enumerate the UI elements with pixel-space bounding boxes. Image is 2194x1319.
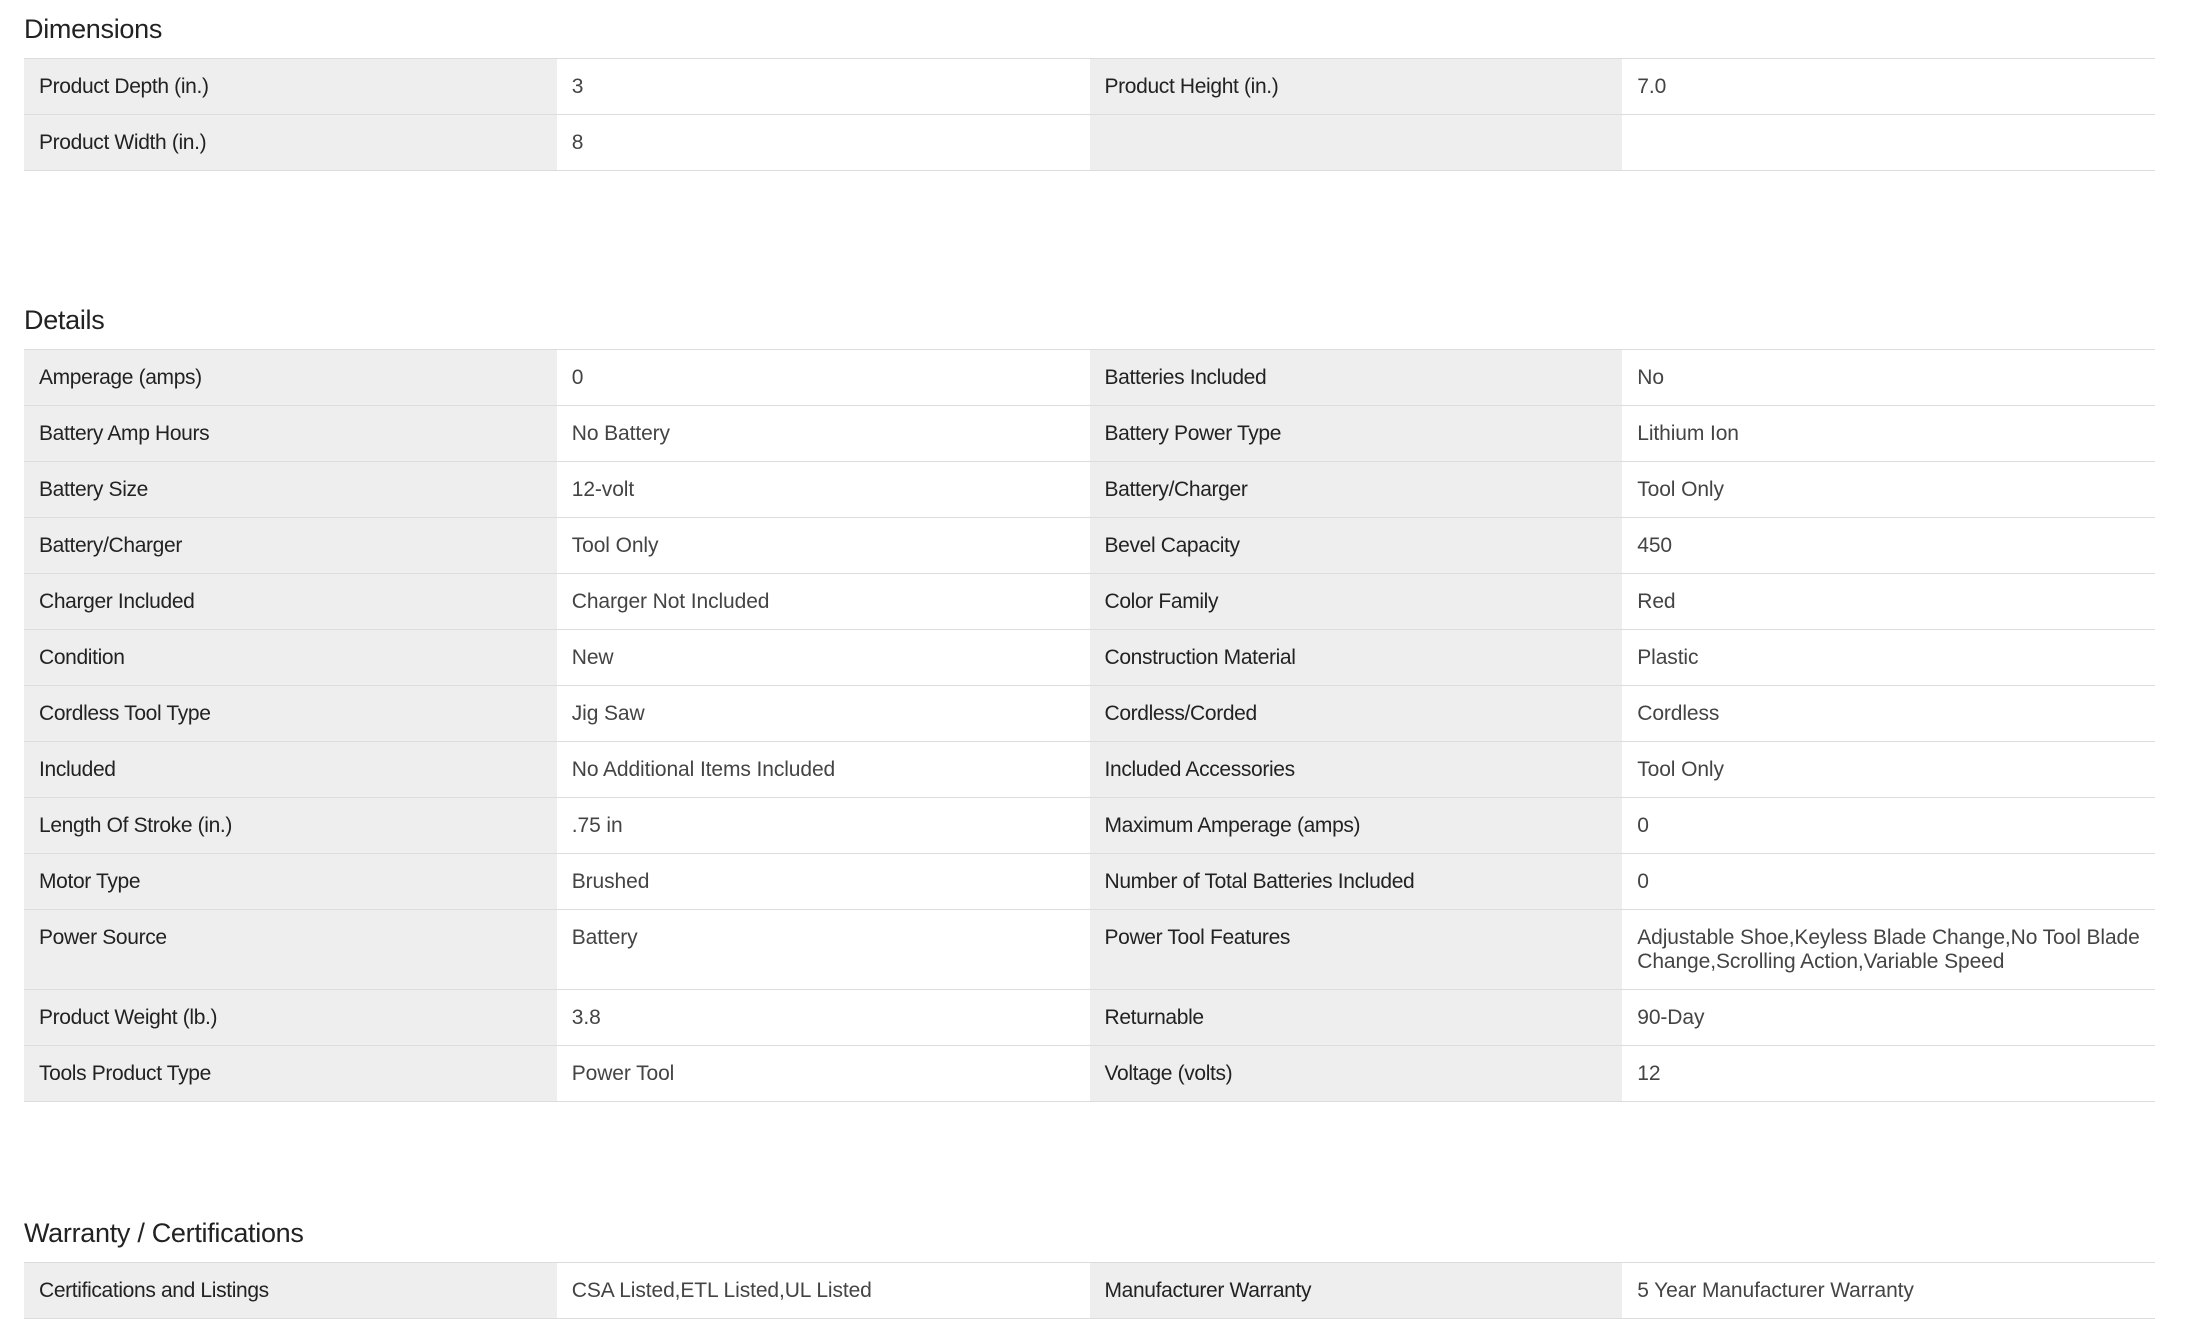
spec-value: New: [557, 630, 1090, 685]
spec-label: Motor Type: [24, 854, 557, 909]
table-row: [24, 1046, 2155, 1102]
spec-label: Amperage (amps): [24, 350, 557, 405]
spec-label: Battery/Charger: [1090, 462, 1623, 517]
table-row: [24, 115, 2155, 171]
spec-label: Battery/Charger: [24, 518, 557, 573]
spec-value: 450: [1622, 518, 2155, 573]
table-row: [24, 686, 2155, 742]
spec-value: No Battery: [557, 406, 1090, 461]
spec-label: Cordless Tool Type: [24, 686, 557, 741]
spec-label: Charger Included: [24, 574, 557, 629]
spec-label: Color Family: [1090, 574, 1623, 629]
spec-label: Condition: [24, 630, 557, 685]
spec-value: No Additional Items Included: [557, 742, 1090, 797]
table-row: [24, 1263, 2155, 1319]
spec-label: Batteries Included: [1090, 350, 1623, 405]
spec-value: Tool Only: [557, 518, 1090, 573]
spec-value: No: [1622, 350, 2155, 405]
table-row: [24, 350, 2155, 406]
spec-value: 0: [1622, 854, 2155, 909]
warranty-table: [24, 1262, 2155, 1319]
table-row: [24, 742, 2155, 798]
spec-value: 0: [557, 350, 1090, 405]
spec-label: Battery Size: [24, 462, 557, 517]
spec-label: Number of Total Batteries Included: [1090, 854, 1623, 909]
spec-value: Cordless: [1622, 686, 2155, 741]
spec-label: Included: [24, 742, 557, 797]
spec-value: Power Tool: [557, 1046, 1090, 1101]
table-row: [24, 630, 2155, 686]
table-row: [24, 518, 2155, 574]
table-row: [24, 910, 2155, 990]
spec-value: 8: [557, 115, 1090, 170]
table-row: [24, 574, 2155, 630]
spec-label: Tools Product Type: [24, 1046, 557, 1101]
spec-label: Construction Material: [1090, 630, 1623, 685]
spec-label: Product Height (in.): [1090, 59, 1623, 114]
spec-label: Voltage (volts): [1090, 1046, 1623, 1101]
table-row: [24, 990, 2155, 1046]
spec-value: Tool Only: [1622, 462, 2155, 517]
dimensions-table: [24, 58, 2155, 171]
spec-value: 7.0: [1622, 59, 2155, 114]
spec-value: Tool Only: [1622, 742, 2155, 797]
spec-value: 12-volt: [557, 462, 1090, 517]
spec-value: Lithium Ion: [1622, 406, 2155, 461]
spec-value: CSA Listed,ETL Listed,UL Listed: [557, 1263, 1090, 1318]
spec-label: Power Source: [24, 910, 557, 989]
section-title-details: Details: [24, 305, 105, 335]
spec-value: 3: [557, 59, 1090, 114]
spec-label: Maximum Amperage (amps): [1090, 798, 1623, 853]
spec-label: Cordless/Corded: [1090, 686, 1623, 741]
spec-value: 3.8: [557, 990, 1090, 1045]
spec-label: Manufacturer Warranty: [1090, 1263, 1623, 1318]
section-spacer: [24, 171, 2155, 291]
spec-label: Certifications and Listings: [24, 1263, 557, 1318]
details-table: [24, 349, 2155, 1102]
table-row: [24, 798, 2155, 854]
spec-value: 12: [1622, 1046, 2155, 1101]
spec-value: Red: [1622, 574, 2155, 629]
spec-label: Power Tool Features: [1090, 910, 1623, 989]
section-title-dimensions: Dimensions: [24, 14, 163, 44]
spec-value: Plastic: [1622, 630, 2155, 685]
table-row: [24, 462, 2155, 518]
spec-value: 0: [1622, 798, 2155, 853]
spec-value: Adjustable Shoe,Keyless Blade Change,No Tool Blade Change,Scrolling Action,Variable Speed: [1622, 910, 2155, 989]
spec-label: Product Depth (in.): [24, 59, 557, 114]
spec-label: Returnable: [1090, 990, 1623, 1045]
spec-value: Charger Not Included: [557, 574, 1090, 629]
spec-label: Included Accessories: [1090, 742, 1623, 797]
spec-value: Jig Saw: [557, 686, 1090, 741]
spec-label: Product Width (in.): [24, 115, 557, 170]
spec-value: Brushed: [557, 854, 1090, 909]
table-row: [24, 854, 2155, 910]
specifications-panel: [24, 0, 2155, 1319]
spec-value: [1622, 115, 2155, 170]
spec-label: [1090, 115, 1623, 170]
spec-label: Bevel Capacity: [1090, 518, 1623, 573]
spec-label: Battery Power Type: [1090, 406, 1623, 461]
section-title-warranty: Warranty / Certifications: [24, 1218, 304, 1248]
spec-value: .75 in: [557, 798, 1090, 853]
table-row: [24, 406, 2155, 462]
spec-value: Battery: [557, 910, 1090, 989]
spec-label: Product Weight (lb.): [24, 990, 557, 1045]
section-spacer: [24, 1102, 2155, 1204]
spec-value: 5 Year Manufacturer Warranty: [1622, 1263, 2155, 1318]
spec-label: Battery Amp Hours: [24, 406, 557, 461]
table-row: [24, 59, 2155, 115]
spec-value: 90-Day: [1622, 990, 2155, 1045]
spec-label: Length Of Stroke (in.): [24, 798, 557, 853]
